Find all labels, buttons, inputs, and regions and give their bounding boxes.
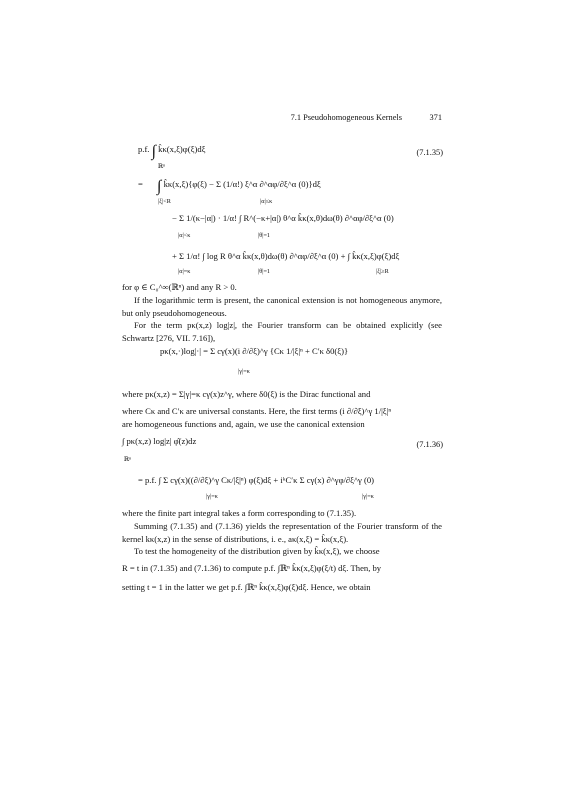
schwartz-eq-body: pκ(x,·)log|·| = Σ cγ(x)(i ∂/∂ξ)^γ {Cκ 1/|ξ|ⁿ + C′κ δ0(ξ)} (160, 346, 349, 356)
eq36-sumrange2: |γ|=κ (362, 493, 374, 500)
eq-number-7-1-35: (7.1.35) (416, 148, 443, 157)
body-text-block-3 (122, 507, 442, 594)
eq36-sumrange1: |γ|=κ (206, 493, 218, 500)
paragraph-6b: R = t in (7.1.35) and (7.1.36) to compute p.f. ∫ℝⁿ k̂κ(x,ξ)φ(ξ/t) dξ. Then, by (122, 563, 382, 574)
paragraph-6a: To test the homogeneity of the distribution given by k̂κ(x,ξ), we choose (134, 546, 380, 557)
paragraph-3c: are homogeneous functions and, again, we use the canonical extension (122, 418, 365, 429)
eq-pf-label: p.f. (138, 144, 150, 154)
eq-7-1-35-line2 (138, 178, 321, 196)
eq-7-1-35-line4 (172, 251, 399, 261)
eq-number-7-1-36: (7.1.36) (416, 440, 443, 449)
eq-7-1-36-line1 (122, 436, 196, 446)
eq-line4-sumrange: |α|=κ (178, 268, 191, 275)
eq36-line2-body: = p.f. ∫ Σ cγ(x)((∂/∂ξ)^γ Cκ/|ξ|ⁿ) φ(ξ)dξ + iᵏC′κ Σ cγ(x) ∂^γφ/∂ξ^γ (0) (138, 475, 375, 485)
eq-line2-domain: |ξ|<R (158, 198, 171, 205)
paragraph-5: Summing (7.1.35) and (7.1.36) yields the representation of the Fourier transform of the kernel kκ(x,z) in the sense of distributions, i. e., aκ(x,ξ) = k̂κ(x,ξ). (122, 520, 442, 544)
eq-line2-body: k̂κ(x,ξ){φ(ξ) − Σ (1/α!) ξ^α ∂^αφ/∂ξ^α (0)}dξ (163, 179, 321, 189)
eq-line1-integrand: k̂κ(x,ξ)φ(ξ)dξ (158, 144, 206, 154)
paragraph-1: If the logarithmic term is present, the canonical extension is not homogeneous anymore, but only pseudohomogeneous. (122, 294, 442, 318)
paragraph-3b: where Cκ and C′κ are universal constants. Here, the first terms (i ∂/∂ξ)^γ 1/|ξ|ⁿ (122, 405, 392, 416)
equals-sign: = (138, 179, 143, 189)
eq-7-1-35-line1 (138, 143, 205, 161)
page-number: 371 (429, 113, 442, 122)
eq-7-1-35-line3 (172, 213, 394, 223)
eq36-domain: ℝⁿ (124, 456, 132, 463)
eq-line3-sumrange: |α|<κ (178, 232, 191, 239)
for-phi-line: for φ ∈ C₀^∞(ℝⁿ) and any R > 0. (122, 282, 237, 292)
paragraph-6c: setting t = 1 in the latter we get p.f. ∫ℝⁿ k̂κ(x,ξ)φ(ξ)dξ. Hence, we obtain (122, 581, 371, 592)
integral-sign: ∫ (157, 178, 162, 195)
eq-line3-domain: |θ|=1 (258, 232, 271, 239)
eq-line2-sumrange: |α|≤κ (260, 198, 273, 205)
eq-7-1-36-line2 (138, 475, 374, 485)
body-text-block-2 (122, 388, 442, 430)
eq-line4-domain1: |θ|=1 (258, 268, 271, 275)
paragraph-4: where the finite part integral takes a form corresponding to (7.1.35). (122, 508, 357, 518)
eq36-line1-body: ∫ pκ(x,z) log|z| φ̂(z)dz (122, 436, 197, 446)
body-text-block-1 (122, 281, 442, 345)
eq-line4-domain2: |ξ|≥R (376, 268, 389, 275)
eq-line3-body: − Σ 1/(κ−|α|) · 1/α! ∫ R^(−κ+|α|) θ^α k̂κ(x,θ)dω(θ) ∂^αφ/∂ξ^α (0) (172, 213, 394, 223)
eq-line1-domain: ℝⁿ (158, 163, 166, 170)
eq-line4-body: + Σ 1/α! ∫ log R θ^α k̂κ(x,θ)dω(θ) ∂^αφ/∂ξ^α (0) + ∫ k̂κ(x,ξ)φ(ξ)dξ (172, 251, 400, 261)
paragraph-2: For the term pκ(x,z) log|z|, the Fourier transform can be obtained explicitly (see Schwartz [276, VII. 7.16]), (122, 320, 442, 344)
integral-sign: ∫ (151, 143, 157, 160)
paragraph-3a: where pκ(x,z) = Σ|γ|=κ cγ(x)z^γ, where δ0(ξ) is the Dirac functional and (122, 389, 371, 399)
section-title: 7.1 Pseudohomogeneous Kernels (290, 113, 402, 122)
schwartz-sumrange: |γ|=κ (238, 368, 250, 375)
schwartz-equation (160, 346, 348, 356)
